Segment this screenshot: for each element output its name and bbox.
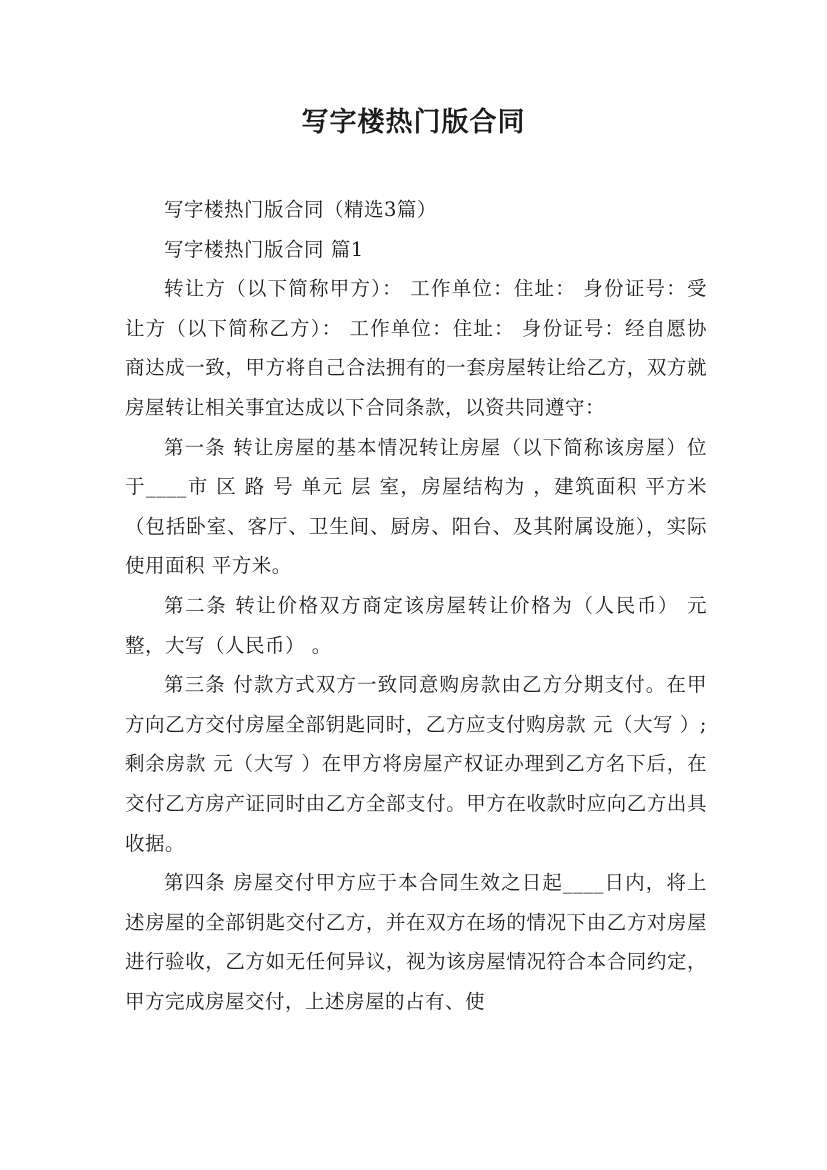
parties-paragraph: 转让方（以下简称甲方）： 工作单位：住址： 身份证号：受让方（以下简称乙方）： 工作单位：住址： 身份证号：经自愿协商达成一致，甲方将自己合法拥有的一套房屋转让给乙方，双方就房屋转让相关事宜达成以下合同条款，以资共同遵守：: [125, 277, 707, 419]
article-4-paragraph: 第四条 房屋交付甲方应于本合同生效之日起____日内，将上述房屋的全部钥匙交付乙方，并在双方在场的情况下由乙方对房屋进行验收，乙方如无任何异议，视为该房屋情况符合本合同约定，甲方完成房屋交付，上述房屋的占有、使: [125, 871, 707, 1013]
document-title: 写字楼热门版合同: [301, 107, 526, 138]
subtitle-paragraph: 写字楼热门版合同（精选3篇）: [164, 198, 437, 221]
article-3-paragraph: 第三条 付款方式双方一致同意购房款由乙方分期支付。在甲方向乙方交付房屋全部钥匙同时，乙方应支付购房款 元（大写 ）;剩余房款 元（大写 ）在甲方将房屋产权证办理到乙方名下后，在交付乙方房产证同时由乙方全部支付。甲方在收款时应向乙方出具收据。: [125, 673, 707, 855]
section-heading: 写字楼热门版合同 篇1: [164, 237, 364, 261]
article-1-paragraph: 第一条 转让房屋的基本情况转让房屋（以下简称该房屋）位于____市 区 路 号 单元 层 室，房屋结构为 ，建筑面积 平方米（包括卧室、客厅、卫生间、厨房、阳台、及其附属设施），实际使用面积 平方米。: [125, 435, 707, 578]
document-body: [125, 190, 707, 1021]
article-2-paragraph: 第二条 转让价格双方商定该房屋转让价格为（人民币） 元整，大写（人民币） 。: [125, 593, 707, 657]
